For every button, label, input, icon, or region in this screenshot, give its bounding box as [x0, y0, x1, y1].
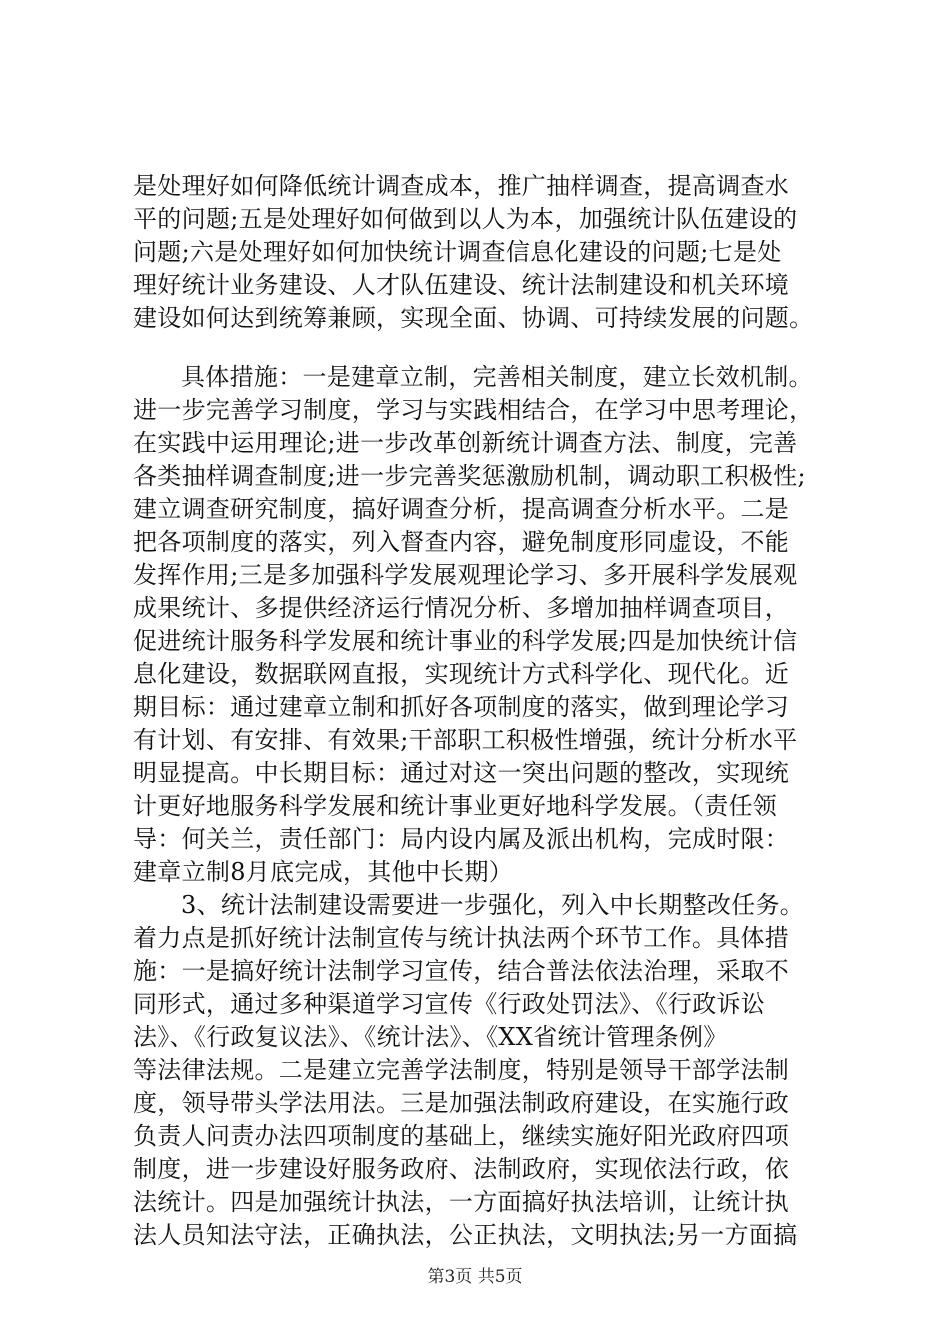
page-number: 第3页 共5页 [427, 1267, 523, 1287]
text-line: 负责人问责办法四项制度的基础上，继续实施好阳光政府四项 [133, 1122, 790, 1150]
text-line: 理好统计业务建设、人才队伍建设、统计法制建设和机关环境 [133, 271, 790, 299]
text-line: 明显提高。中长期目标：通过对这一突出问题的整改，实现统 [133, 759, 790, 787]
text-line: 各类抽样调查制度;进一步完善奖惩激励机制，调动职工积极性; [133, 462, 806, 490]
paragraph-3 [133, 889, 823, 1252]
text-line: 同形式，通过多种渠道学习宣传《行政处罚法》、《行政诉讼 [133, 990, 766, 1018]
page-footer [0, 1262, 950, 1287]
text-line: 法人员知法守法，正确执法，公正执法，文明执法;另一方面搞 [133, 1221, 798, 1249]
text-line: 发挥作用;三是多加强科学发展观理论学习、多开展科学发展观 [133, 561, 798, 589]
text-line: 施：一是搞好统计法制学习宣传，结合普法依法治理，采取不 [133, 957, 790, 985]
text-line: 着力点是抓好统计法制宣传与统计执法两个环节工作。具体措 [133, 924, 790, 952]
text-line: 把各项制度的落实，列入督查内容，避免制度形同虚设，不能 [133, 528, 790, 556]
text-line: 等法律法规。二是建立完善学法制度，特别是领导干部学法制 [133, 1056, 790, 1084]
paragraph-1 [133, 170, 823, 335]
text-line: 建设如何达到统筹兼顾，实现全面、协调、可持续发展的问题。 [133, 304, 814, 332]
text-line: 制度，进一步建设好服务政府、法制政府，实现依法行政，依 [133, 1155, 790, 1183]
text-line: 3、统计法制建设需要进一步强化，列入中长期整改任务。 [181, 891, 805, 919]
paragraph-gap [133, 335, 823, 361]
document-body [133, 170, 823, 1252]
text-line: 建立调查研究制度，搞好调查分析，提高调查分析水平。二是 [133, 495, 790, 523]
text-line: 问题;六是处理好如何加快统计调查信息化建设的问题;七是处 [133, 238, 782, 266]
text-line: 平的问题;五是处理好如何做到以人为本，加强统计队伍建设的 [133, 205, 798, 233]
text-line: 进一步完善学习制度，学习与实践相结合，在学习中思考理论， [133, 396, 814, 424]
text-line: 导：何关兰，责任部门：局内设内属及派出机构，完成时限： [133, 825, 790, 853]
text-line: 法》、《行政复议法》、《统计法》、《XX省统计管理条例》 [133, 1023, 728, 1051]
text-line: 计更好地服务科学发展和统计事业更好地科学发展。（责任领 [133, 792, 778, 820]
text-line: 在实践中运用理论;进一步改革创新统计调查方法、制度，完善 [133, 429, 798, 457]
text-line: 促进统计服务科学发展和统计事业的科学发展;四是加快统计信 [133, 627, 798, 655]
text-line: 成果统计、多提供经济运行情况分析、多增加抽样调查项目， [133, 594, 790, 622]
text-line: 期目标：通过建章立制和抓好各项制度的落实，做到理论学习 [133, 693, 790, 721]
text-line: 度，领导带头学法用法。三是加强法制政府建设，在实施行政 [133, 1089, 790, 1117]
paragraph-2 [133, 361, 823, 889]
text-line: 法统计。四是加强统计执法，一方面搞好执法培训，让统计执 [133, 1188, 790, 1216]
text-line: 建章立制8月底完成，其他中长期） [133, 858, 514, 886]
text-line: 息化建设，数据联网直报，实现统计方式科学化、现代化。近 [133, 660, 790, 688]
text-line: 有计划、有安排、有效果;干部职工积极性增强，统计分析水平 [133, 726, 798, 754]
text-line: 是处理好如何降低统计调查成本，推广抽样调查，提高调查水 [133, 172, 790, 200]
text-line: 具体措施：一是建章立制，完善相关制度，建立长效机制。 [181, 363, 813, 391]
